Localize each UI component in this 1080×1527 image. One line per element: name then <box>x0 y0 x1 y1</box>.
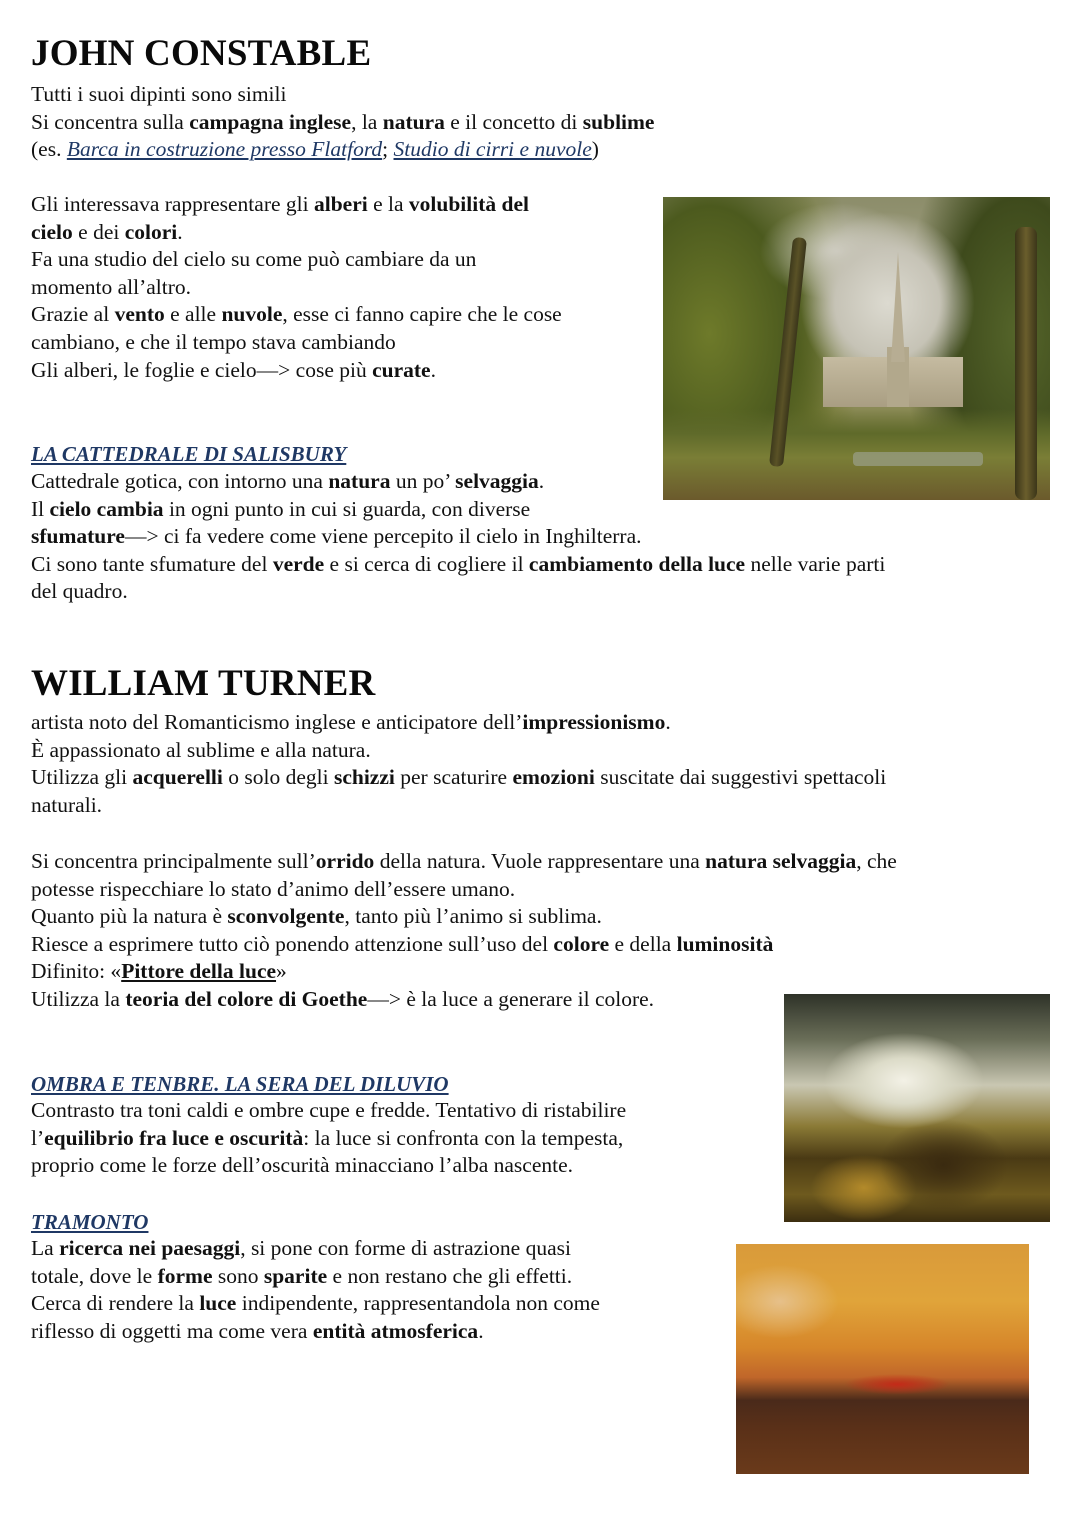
text: Cattedrale gotica, con intorno una <box>31 469 329 493</box>
text: . <box>478 1318 484 1343</box>
bold-term: forme <box>157 1263 213 1288</box>
turner-focus <box>31 848 1061 1014</box>
bold-term: nuvole <box>221 302 283 327</box>
bold-term: teoria del colore di Goethe <box>125 986 368 1011</box>
text: del quadro. <box>31 579 128 604</box>
bold-term: vento <box>114 302 165 327</box>
link-studio-cirri-nuvole[interactable]: Studio di cirri e nuvole <box>393 137 592 162</box>
text: Utilizza la <box>31 986 126 1011</box>
text: —> è la luce a generare il colore. <box>367 986 655 1011</box>
text: Contrasto tra toni caldi e ombre cupe e fredde. Tentativo di ristabilire <box>31 1098 627 1122</box>
text: e si cerca di cogliere il <box>324 551 529 576</box>
text: (es. <box>31 137 67 162</box>
text: Difinito: « <box>31 959 122 984</box>
text: La <box>31 1236 60 1260</box>
bold-term: sparite <box>263 1263 328 1288</box>
subheading-salisbury: LA CATTEDRALE DI SALISBURY <box>31 442 347 466</box>
bold-term: natura <box>328 469 391 493</box>
text: e dei <box>72 219 125 244</box>
text: totale, dove le <box>31 1263 158 1288</box>
text: . <box>430 357 436 382</box>
bold-term: ricerca nei paesaggi <box>59 1236 241 1260</box>
bold-term: colori <box>124 219 178 244</box>
diluvio-description <box>31 1097 751 1180</box>
text: indipendente, rappresentandola non come <box>236 1291 600 1316</box>
bold-term: sublime <box>582 109 655 134</box>
text: È appassionato al sublime e alla natura. <box>31 737 371 762</box>
painting-sunset <box>736 1244 1029 1474</box>
intro-line: Tutti i suoi dipinti sono simili <box>31 82 287 106</box>
bold-term: luminosità <box>676 931 774 956</box>
bold-term: curate <box>372 357 431 382</box>
text: , che <box>856 849 897 873</box>
text: o solo degli <box>222 765 334 790</box>
text: Gli alberi, le foglie e cielo—> cose più <box>31 357 373 382</box>
text: Grazie al <box>31 302 115 327</box>
text: Si concentra sulla <box>31 109 190 134</box>
text: . <box>665 710 671 734</box>
text: Quanto più la natura è <box>31 904 228 929</box>
text: della natura. Vuole rappresentare una <box>374 849 706 873</box>
bold-term: natura selvaggia <box>705 849 857 873</box>
bold-term: acquerelli <box>132 765 223 790</box>
bold-term: alberi <box>313 192 368 216</box>
bold-term: sfumature <box>31 524 125 549</box>
section-title-turner: WILLIAM TURNER <box>31 663 376 704</box>
bold-term: selvaggia <box>455 469 539 493</box>
bold-term: colore <box>553 931 610 956</box>
text: e della <box>609 931 677 956</box>
section-title-constable: JOHN CONSTABLE <box>31 33 372 74</box>
bold-term: cambiamento della luce <box>528 551 746 576</box>
tramonto-description <box>31 1235 731 1345</box>
bold-term: entità atmosferica <box>312 1318 479 1343</box>
text: Gli interessava rappresentare gli <box>31 192 314 216</box>
text: suscitate dai suggestivi spettacoli <box>594 765 887 790</box>
bold-term: emozioni <box>512 765 595 790</box>
text: , tanto più l’animo si sublima. <box>344 904 602 929</box>
pond-shape <box>853 452 983 466</box>
bold-term: verde <box>272 551 325 576</box>
tree-trunk-shape <box>1015 227 1037 500</box>
text: Ci sono tante sfumature del <box>31 551 273 576</box>
text: e non restano che gli effetti. <box>327 1263 573 1288</box>
bold-term: orrido <box>315 849 375 873</box>
text: : la luce si confronta con la tempesta, <box>303 1125 624 1150</box>
bold-term: impressionismo <box>522 710 666 734</box>
text: artista noto del Romanticismo inglese e anticipatore dell’ <box>31 710 523 734</box>
text: in ogni punto in cui si guarda, con diverse <box>163 496 531 521</box>
bold-term: natura <box>382 109 445 134</box>
text: e il concetto di <box>444 109 583 134</box>
text: Riesce a esprimere tutto ciò ponendo attenzione sull’uso del <box>31 931 554 956</box>
text: . <box>538 469 545 493</box>
bold-term: equilibrio fra luce e oscurità <box>44 1125 304 1150</box>
turner-intro <box>31 709 1051 819</box>
bold-term: cielo <box>31 219 73 244</box>
text: momento all’altro. <box>31 274 192 299</box>
text: , la <box>351 109 383 134</box>
text: per scaturire <box>394 765 513 790</box>
text: naturali. <box>31 792 103 817</box>
text: Si concentra principalmente sull’ <box>31 849 316 873</box>
text: cambiano, e che il tempo stava cambiando <box>31 329 396 354</box>
painting-shade-and-darkness <box>784 994 1050 1222</box>
tree-trunk-shape <box>769 237 807 467</box>
bold-underlined-term: Pittore della luce <box>121 959 277 984</box>
text: e alle <box>164 302 222 327</box>
text: sono <box>212 1263 264 1288</box>
subheading-diluvio: OMBRA E TENBRE. LA SERA DEL DILUVIO <box>31 1072 449 1096</box>
text: —> ci fa vedere come viene percepito il cielo in Inghilterra. <box>124 524 642 549</box>
text: , si pone con forme di astrazione quasi <box>240 1236 571 1260</box>
text: riflesso di oggetti ma come vera <box>31 1318 313 1343</box>
salisbury-description <box>31 468 1041 606</box>
text: , esse ci fanno capire che le cose <box>282 302 562 327</box>
constable-intro <box>31 81 654 164</box>
text: e la <box>367 192 409 216</box>
bold-term: campagna inglese <box>189 109 352 134</box>
bold-term: volubilità del <box>408 192 529 216</box>
painting-salisbury-cathedral <box>663 197 1050 500</box>
text: un po’ <box>390 469 456 493</box>
text: » <box>276 959 287 984</box>
text: Utilizza gli <box>31 765 133 790</box>
text: nelle varie parti <box>745 551 886 576</box>
bold-term: sconvolgente <box>227 904 345 929</box>
text: Il <box>31 496 50 521</box>
text: Cerca di rendere la <box>31 1291 200 1316</box>
text: l’ <box>31 1125 45 1150</box>
text: potesse rispecchiare lo stato d’animo dell’essere umano. <box>31 876 516 901</box>
link-barca-flatford[interactable]: Barca in costruzione presso Flatford <box>66 137 383 162</box>
subheading-tramonto: TRAMONTO <box>31 1210 149 1234</box>
bold-term: luce <box>199 1291 237 1316</box>
cathedral-spire-shape <box>891 252 905 362</box>
text: . <box>177 219 183 244</box>
constable-interests <box>31 191 651 384</box>
bold-term: cielo cambia <box>49 496 164 521</box>
text: Fa una studio del cielo su come può cambiare da un <box>31 247 477 272</box>
text: ) <box>591 137 599 162</box>
text: proprio come le forze dell’oscurità minacciano l’alba nascente. <box>31 1153 574 1178</box>
text: ; <box>382 137 394 162</box>
bold-term: schizzi <box>333 765 395 790</box>
